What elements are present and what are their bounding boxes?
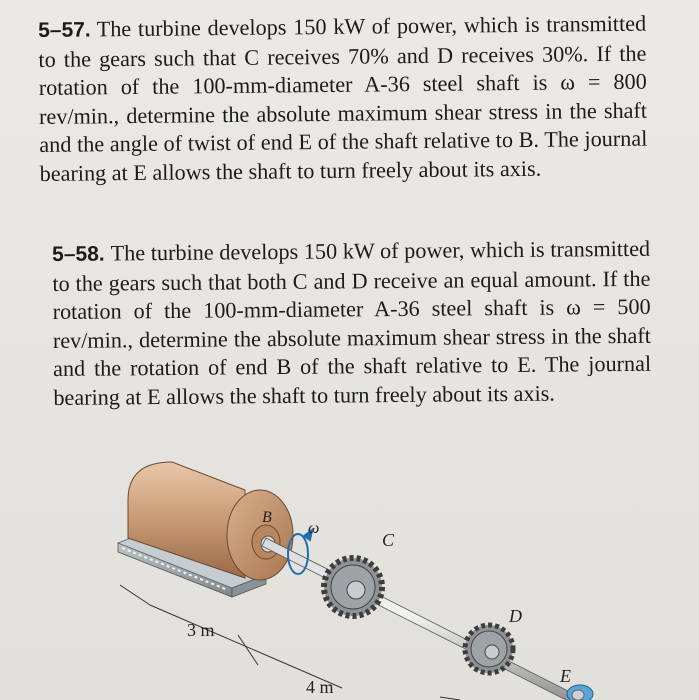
journal-bearing-e [567,685,593,700]
problem-number: 5–57. [38,18,91,42]
problem-5-58 [52,235,651,413]
dimension-4m: 4 m [306,677,334,697]
problem-text: The turbine develops 150 kW of power, which is transmitted to the gears such that both C and D receive an equal amount. If the rotation of the 100-mm-diameter A-36 steel shaft is ω = 500 rev/min., determine the absolute maximum shear stress in the shaft and the rotation of end B of the shaft relative to E. The journal bearing at E allows the shaft to turn freely about its axis. [52,235,652,410]
dimension-3m: 3 m [187,620,215,640]
dimension-lines [120,585,460,700]
label-e: E [560,666,571,686]
label-c: C [382,530,395,550]
problem-text: The turbine develops 150 kW of power, which is transmitted to the gears such that C receives 70% and D receives 30%. If the rotation of the 100-mm-diameter A-36 steel shaft is ω = 800 rev/min., determine the absolute maximum shear stress in the shaft and the angle of twist of end E of the shaft relative to B. The journal bearing at E allows the shaft to turn freely about its axis. [38,10,648,186]
gear-d [465,625,513,673]
turbine-shaft-figure [0,450,699,700]
label-b: B [262,509,272,526]
problem-5-57 [38,10,648,189]
steel-shaft [262,538,578,700]
label-omega: ω [308,520,320,537]
problem-number: 5–58. [52,242,105,266]
gear-c [324,558,382,616]
label-d: D [509,606,522,626]
